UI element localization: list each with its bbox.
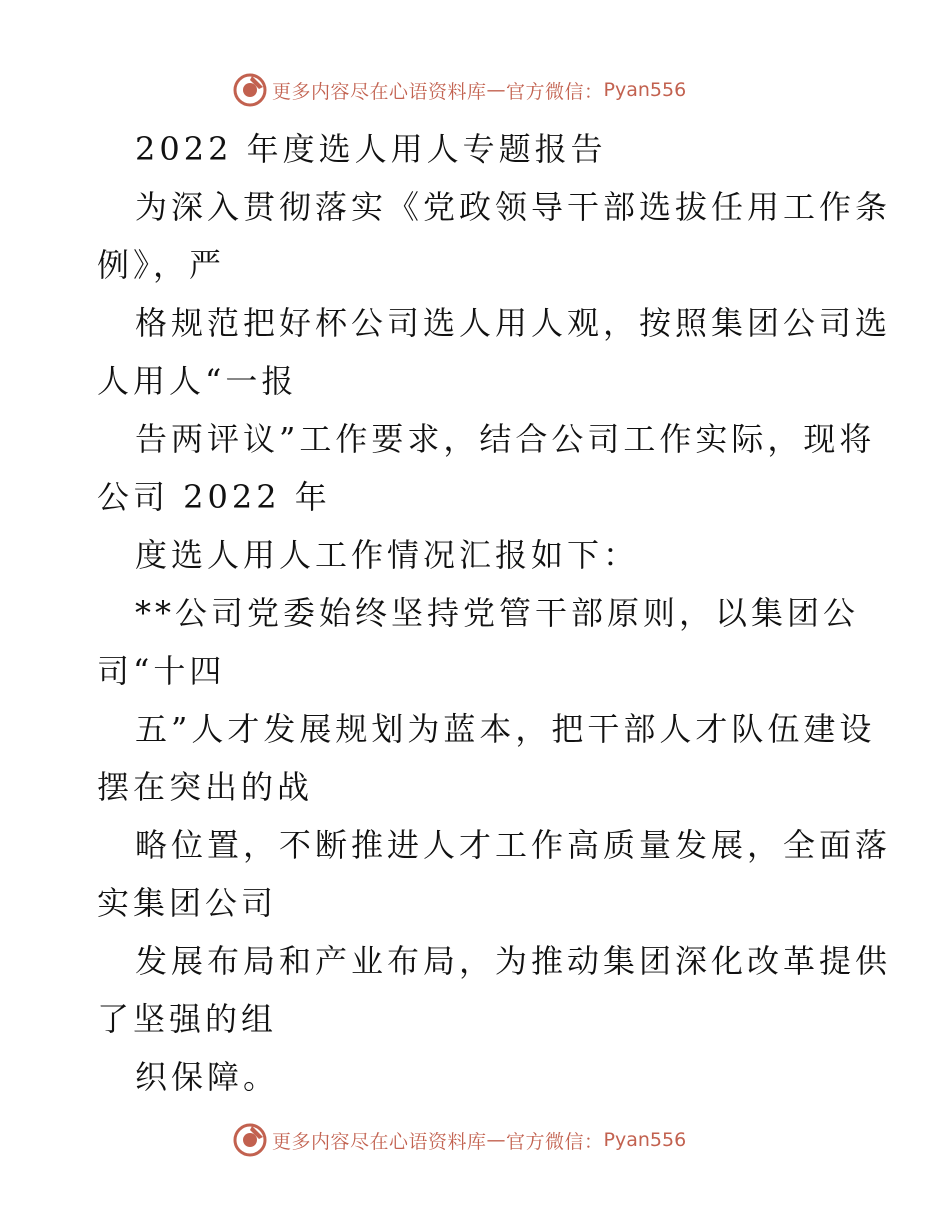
logo-icon [232, 72, 268, 108]
text-line: 例》，严 [97, 246, 226, 284]
text-line: **公司党委始终坚持党管干部原则，以集团公 [135, 594, 860, 632]
document-body [97, 120, 892, 1106]
text-line: 了坚强的组 [97, 1000, 278, 1038]
logo-icon [232, 1122, 268, 1158]
watermark-text: 更多内容尽在心语资料库 [272, 1130, 487, 1153]
text-line: 公司 2022 年 [97, 478, 331, 516]
watermark-footer [232, 1120, 752, 1160]
text-line: 发展布局和产业布局，为推动集团深化改革提供 [135, 942, 892, 980]
watermark-wechat-id: Pyan556 [603, 79, 687, 101]
text-line: 摆在突出的战 [97, 768, 314, 806]
text-line: 略位置，不断推进人才工作高质量发展，全面落 [135, 826, 892, 864]
text-line: 五”人才发展规划为蓝本，把干部人才队伍建设 [135, 710, 876, 748]
watermark-dash: — [486, 79, 507, 101]
watermark-dash: — [486, 1129, 507, 1151]
watermark-header [232, 70, 752, 110]
document-title: 2022 年度选人用人专题报告 [135, 130, 607, 168]
watermark-wechat-label: 官方微信： [506, 1130, 604, 1153]
text-line: 格规范把好杯公司选人用人观，按照集团公司选 [135, 304, 892, 342]
text-line: 告两评议”工作要求，结合公司工作实际，现将 [135, 420, 876, 458]
text-line: 人用人“一报 [97, 362, 298, 400]
text-line: 实集团公司 [97, 884, 278, 922]
watermark-wechat-label: 官方微信： [506, 80, 604, 103]
text-line: 织保障。 [135, 1058, 280, 1096]
watermark-text: 更多内容尽在心语资料库 [272, 80, 487, 103]
watermark-wechat-id: Pyan556 [603, 1129, 687, 1151]
text-line: 为深入贯彻落实《党政领导干部选拔任用工作条 [135, 188, 892, 226]
text-line: 度选人用人工作情况汇报如下： [135, 536, 640, 574]
text-line: 司“十四 [97, 652, 226, 690]
